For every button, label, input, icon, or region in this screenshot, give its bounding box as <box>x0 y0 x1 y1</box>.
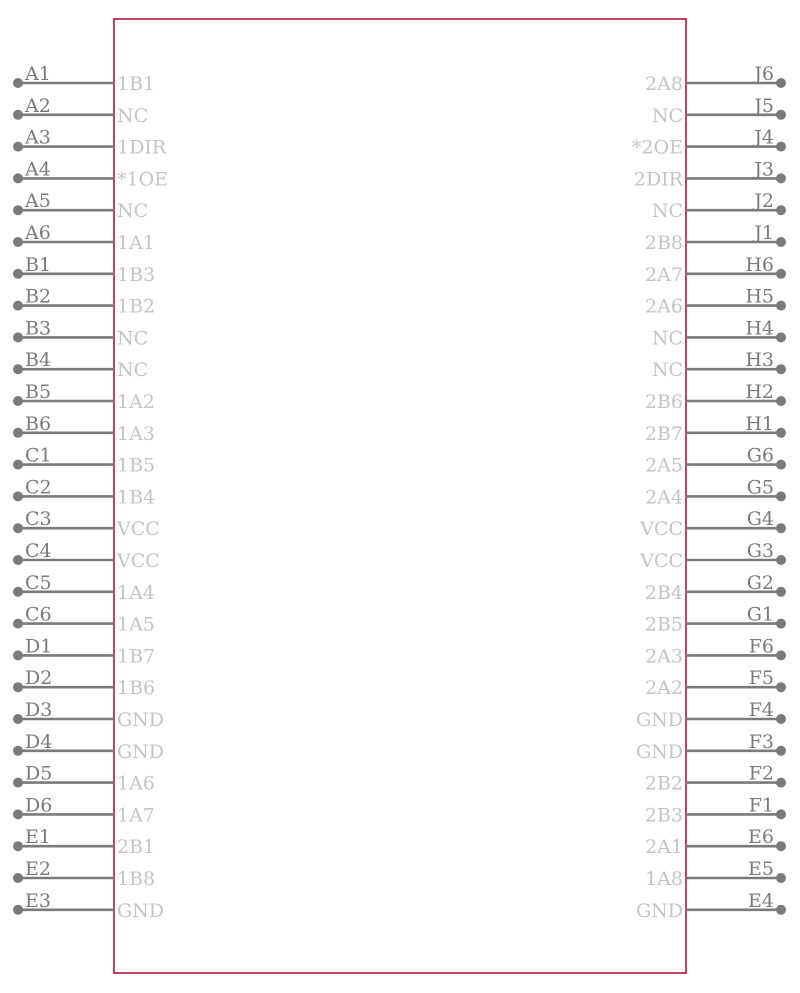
pin-name-label: 2B5 <box>644 613 683 636</box>
pin-name-label: 1A2 <box>117 391 155 413</box>
pin-endpoint-dot <box>13 905 23 915</box>
pin-endpoint-dot <box>13 873 23 883</box>
pin-endpoint-dot <box>776 332 786 342</box>
pin-name-label: 2A8 <box>645 73 683 95</box>
pin-h3 <box>652 349 786 381</box>
pin-a1 <box>13 63 155 95</box>
pin-endpoint-dot <box>13 205 23 215</box>
pin-name-label: 1DIR <box>117 136 167 159</box>
pin-number-label: F2 <box>748 762 774 785</box>
pin-number-label: E3 <box>25 889 51 912</box>
pin-name-label: VCC <box>117 518 160 541</box>
pin-name-label: 2B4 <box>644 581 683 604</box>
pin-c2 <box>13 476 155 508</box>
pin-a5 <box>13 190 148 222</box>
pin-endpoint-dot <box>776 905 786 915</box>
pin-endpoint-dot <box>13 746 23 756</box>
pin-number-label: E1 <box>25 826 51 849</box>
pin-c4 <box>13 540 160 572</box>
pin-endpoint-dot <box>13 682 23 692</box>
pin-number-label: G1 <box>746 603 774 626</box>
pin-endpoint-dot <box>776 491 786 501</box>
pin-name-label: 1A4 <box>117 581 155 604</box>
pin-number-label: E5 <box>748 858 774 880</box>
pin-number-label: D1 <box>25 635 53 658</box>
pin-name-label: 2B8 <box>644 232 683 254</box>
pin-b1 <box>13 254 155 286</box>
pin-endpoint-dot <box>13 491 23 501</box>
pin-name-label: 1B5 <box>117 454 156 477</box>
pin-number-label: D4 <box>25 730 53 753</box>
pin-number-label: D5 <box>25 762 53 785</box>
pin-endpoint-dot <box>776 873 786 883</box>
pin-name-label: *2OE <box>631 136 683 159</box>
pin-e5 <box>645 858 786 890</box>
pin-number-label: J1 <box>754 222 774 244</box>
pin-number-label: B6 <box>25 412 52 435</box>
pin-number-label: B4 <box>25 349 52 372</box>
pin-g6 <box>645 445 786 477</box>
right-pin-column <box>632 63 786 922</box>
pin-f3 <box>636 731 786 763</box>
pin-number-label: A1 <box>25 63 51 85</box>
pin-endpoint-dot <box>13 142 23 152</box>
pin-endpoint-dot <box>13 809 23 819</box>
pin-endpoint-dot <box>13 396 23 406</box>
pin-endpoint-dot <box>776 587 786 597</box>
pin-number-label: A4 <box>25 158 51 181</box>
pin-name-label: 1B2 <box>117 295 156 318</box>
pin-endpoint-dot <box>13 364 23 374</box>
pin-g1 <box>645 604 786 636</box>
pin-f2 <box>645 763 786 795</box>
pin-number-label: F6 <box>748 635 774 658</box>
pin-name-label: 2B7 <box>644 422 683 445</box>
pin-number-label: C6 <box>25 603 52 626</box>
pin-endpoint-dot <box>776 428 786 438</box>
pin-endpoint-dot <box>13 650 23 660</box>
pin-number-label: A3 <box>25 126 51 149</box>
pin-h6 <box>645 254 786 286</box>
pin-endpoint-dot <box>13 841 23 851</box>
pin-g4 <box>639 508 786 540</box>
pin-number-label: F5 <box>748 667 774 690</box>
pin-name-label: NC <box>117 359 149 382</box>
pin-number-label: G2 <box>746 571 774 594</box>
pin-endpoint-dot <box>13 78 23 88</box>
pin-h2 <box>645 381 786 413</box>
pin-c1 <box>13 445 155 477</box>
pin-endpoint-dot <box>776 460 786 470</box>
pin-b5 <box>13 381 155 413</box>
pin-d3 <box>13 699 164 731</box>
pin-number-label: H2 <box>745 381 774 403</box>
pin-number-label: J6 <box>754 63 774 85</box>
pin-g5 <box>645 476 786 508</box>
pin-name-label: GND <box>117 740 165 763</box>
pin-b2 <box>13 286 155 318</box>
pin-number-label: G5 <box>746 476 774 499</box>
ic-body-outline <box>114 19 686 973</box>
pin-endpoint-dot <box>776 78 786 88</box>
pin-number-label: J2 <box>754 190 774 213</box>
pin-number-label: G4 <box>746 508 774 531</box>
pin-number-label: C5 <box>25 571 52 594</box>
pin-number-label: D6 <box>25 794 53 817</box>
pin-number-label: B5 <box>25 381 52 403</box>
pin-name-label: NC <box>117 327 149 350</box>
pin-f6 <box>645 635 786 667</box>
pin-a4 <box>13 158 168 190</box>
pin-number-label: H5 <box>745 285 774 308</box>
pin-endpoint-dot <box>776 205 786 215</box>
pin-name-label: *1OE <box>117 168 169 191</box>
pin-number-label: B3 <box>25 317 52 340</box>
pin-endpoint-dot <box>776 555 786 565</box>
pin-b3 <box>13 317 148 349</box>
pin-number-label: H4 <box>745 317 774 340</box>
pin-name-label: VCC <box>640 518 683 541</box>
pin-endpoint-dot <box>13 555 23 565</box>
pin-name-label: VCC <box>117 550 160 572</box>
pin-number-label: B1 <box>25 253 52 276</box>
pin-endpoint-dot <box>776 746 786 756</box>
pin-name-label: NC <box>651 104 683 127</box>
pin-number-label: G3 <box>746 540 774 562</box>
pin-endpoint-dot <box>776 269 786 279</box>
pin-endpoint-dot <box>776 142 786 152</box>
pin-j1 <box>645 222 786 254</box>
pin-name-label: NC <box>117 104 149 127</box>
pin-endpoint-dot <box>13 237 23 247</box>
pin-f5 <box>645 667 786 699</box>
pin-name-label: 1A8 <box>645 868 683 890</box>
pin-j2 <box>652 190 786 222</box>
pin-name-label: 1B6 <box>117 677 156 700</box>
pin-c5 <box>13 572 155 604</box>
pin-number-label: A5 <box>25 190 51 213</box>
pin-c3 <box>13 508 160 540</box>
pin-a6 <box>13 222 155 254</box>
pin-j4 <box>632 127 786 159</box>
pin-e3 <box>13 890 164 922</box>
pin-e1 <box>13 826 155 858</box>
pin-name-label: 1A6 <box>117 772 155 795</box>
pin-h5 <box>645 286 786 318</box>
pin-number-label: E2 <box>25 858 51 880</box>
pin-name-label: 2DIR <box>633 168 683 191</box>
pin-b4 <box>13 349 148 381</box>
pin-name-label: 2A5 <box>645 454 683 477</box>
pin-j5 <box>652 95 786 127</box>
pin-e2 <box>13 858 155 890</box>
pin-endpoint-dot <box>776 619 786 629</box>
pin-number-label: A2 <box>25 94 51 117</box>
pin-endpoint-dot <box>13 619 23 629</box>
pin-endpoint-dot <box>776 396 786 406</box>
pin-name-label: 1B1 <box>117 73 156 95</box>
pin-d2 <box>13 667 155 699</box>
left-pin-column <box>13 63 168 922</box>
pin-name-label: 1A3 <box>117 422 155 445</box>
pin-name-label: 2B2 <box>644 772 683 795</box>
pin-name-label: 1A5 <box>117 613 155 636</box>
pin-name-label: 2A7 <box>645 263 683 286</box>
pin-endpoint-dot <box>776 364 786 374</box>
pin-name-label: 1B3 <box>117 263 156 286</box>
pin-endpoint-dot <box>13 301 23 311</box>
pin-name-label: VCC <box>640 550 683 572</box>
pin-number-label: J3 <box>754 158 774 181</box>
pin-endpoint-dot <box>13 173 23 183</box>
pin-number-label: D2 <box>25 667 53 690</box>
pin-name-label: 1A1 <box>117 232 155 254</box>
pin-g3 <box>639 540 786 572</box>
pin-endpoint-dot <box>776 841 786 851</box>
pin-h4 <box>652 317 786 349</box>
pin-d5 <box>13 763 155 795</box>
pin-number-label: H6 <box>745 253 774 276</box>
pin-name-label: 2B3 <box>644 804 683 827</box>
pin-endpoint-dot <box>776 523 786 533</box>
pin-endpoint-dot <box>13 269 23 279</box>
pin-g2 <box>645 572 786 604</box>
pin-endpoint-dot <box>776 110 786 120</box>
pin-number-label: C4 <box>25 540 52 562</box>
pin-name-label: 2A1 <box>645 836 683 859</box>
pin-endpoint-dot <box>13 523 23 533</box>
pin-j6 <box>645 63 786 95</box>
pin-endpoint-dot <box>13 714 23 724</box>
pin-d4 <box>13 731 164 763</box>
pin-e4 <box>636 890 786 922</box>
pin-number-label: J5 <box>754 94 774 117</box>
pin-number-label: D3 <box>25 699 53 721</box>
pin-endpoint-dot <box>13 778 23 788</box>
pin-a2 <box>13 95 148 127</box>
pin-number-label: F4 <box>748 699 774 721</box>
pin-number-label: C3 <box>25 508 52 531</box>
pin-number-label: F1 <box>748 794 774 817</box>
pin-endpoint-dot <box>776 237 786 247</box>
pin-number-label: C2 <box>25 476 52 499</box>
pin-name-label: 2A2 <box>645 677 683 700</box>
pin-name-label: 2A6 <box>645 295 683 318</box>
pin-endpoint-dot <box>13 587 23 597</box>
pin-endpoint-dot <box>13 332 23 342</box>
pin-name-label: 2B1 <box>117 836 156 859</box>
pin-e6 <box>645 826 786 858</box>
pin-number-label: J4 <box>754 126 774 149</box>
pin-name-label: GND <box>117 899 165 922</box>
pin-c6 <box>13 604 155 636</box>
pin-name-label: NC <box>651 359 683 382</box>
pin-number-label: H3 <box>745 349 774 372</box>
pin-a3 <box>13 127 167 159</box>
pin-name-label: NC <box>117 200 149 223</box>
pin-name-label: GND <box>117 709 165 731</box>
pin-name-label: 2B6 <box>644 391 683 413</box>
pin-endpoint-dot <box>776 714 786 724</box>
pin-endpoint-dot <box>776 173 786 183</box>
pin-number-label: E4 <box>748 889 774 912</box>
pin-number-label: E6 <box>748 826 774 849</box>
pin-endpoint-dot <box>13 428 23 438</box>
pin-number-label: B2 <box>25 285 52 308</box>
pin-endpoint-dot <box>13 460 23 470</box>
pin-number-label: G6 <box>746 444 774 467</box>
pin-endpoint-dot <box>13 110 23 120</box>
pin-name-label: GND <box>635 709 683 731</box>
pin-name-label: GND <box>635 740 683 763</box>
pin-number-label: C1 <box>25 444 52 467</box>
pin-endpoint-dot <box>776 301 786 311</box>
pin-j3 <box>634 158 786 190</box>
pin-name-label: 2A4 <box>645 486 683 509</box>
pin-number-label: F3 <box>748 730 774 753</box>
pin-b6 <box>13 413 155 445</box>
pin-endpoint-dot <box>776 809 786 819</box>
pin-name-label: NC <box>651 200 683 223</box>
pin-f1 <box>645 794 786 826</box>
pin-number-label: H1 <box>745 412 774 435</box>
pin-name-label: 1B8 <box>117 868 156 890</box>
pin-h1 <box>645 413 786 445</box>
pin-name-label: 1A7 <box>117 804 155 827</box>
pin-endpoint-dot <box>776 682 786 692</box>
pin-number-label: A6 <box>25 222 51 244</box>
pin-name-label: NC <box>651 327 683 350</box>
pin-name-label: 1B7 <box>117 645 156 668</box>
pin-endpoint-dot <box>776 778 786 788</box>
pin-name-label: 2A3 <box>645 645 683 668</box>
pin-name-label: 1B4 <box>117 486 156 509</box>
pin-d6 <box>13 794 155 826</box>
pin-name-label: GND <box>635 899 683 922</box>
pin-endpoint-dot <box>776 650 786 660</box>
pin-f4 <box>636 699 786 731</box>
pin-d1 <box>13 635 155 667</box>
